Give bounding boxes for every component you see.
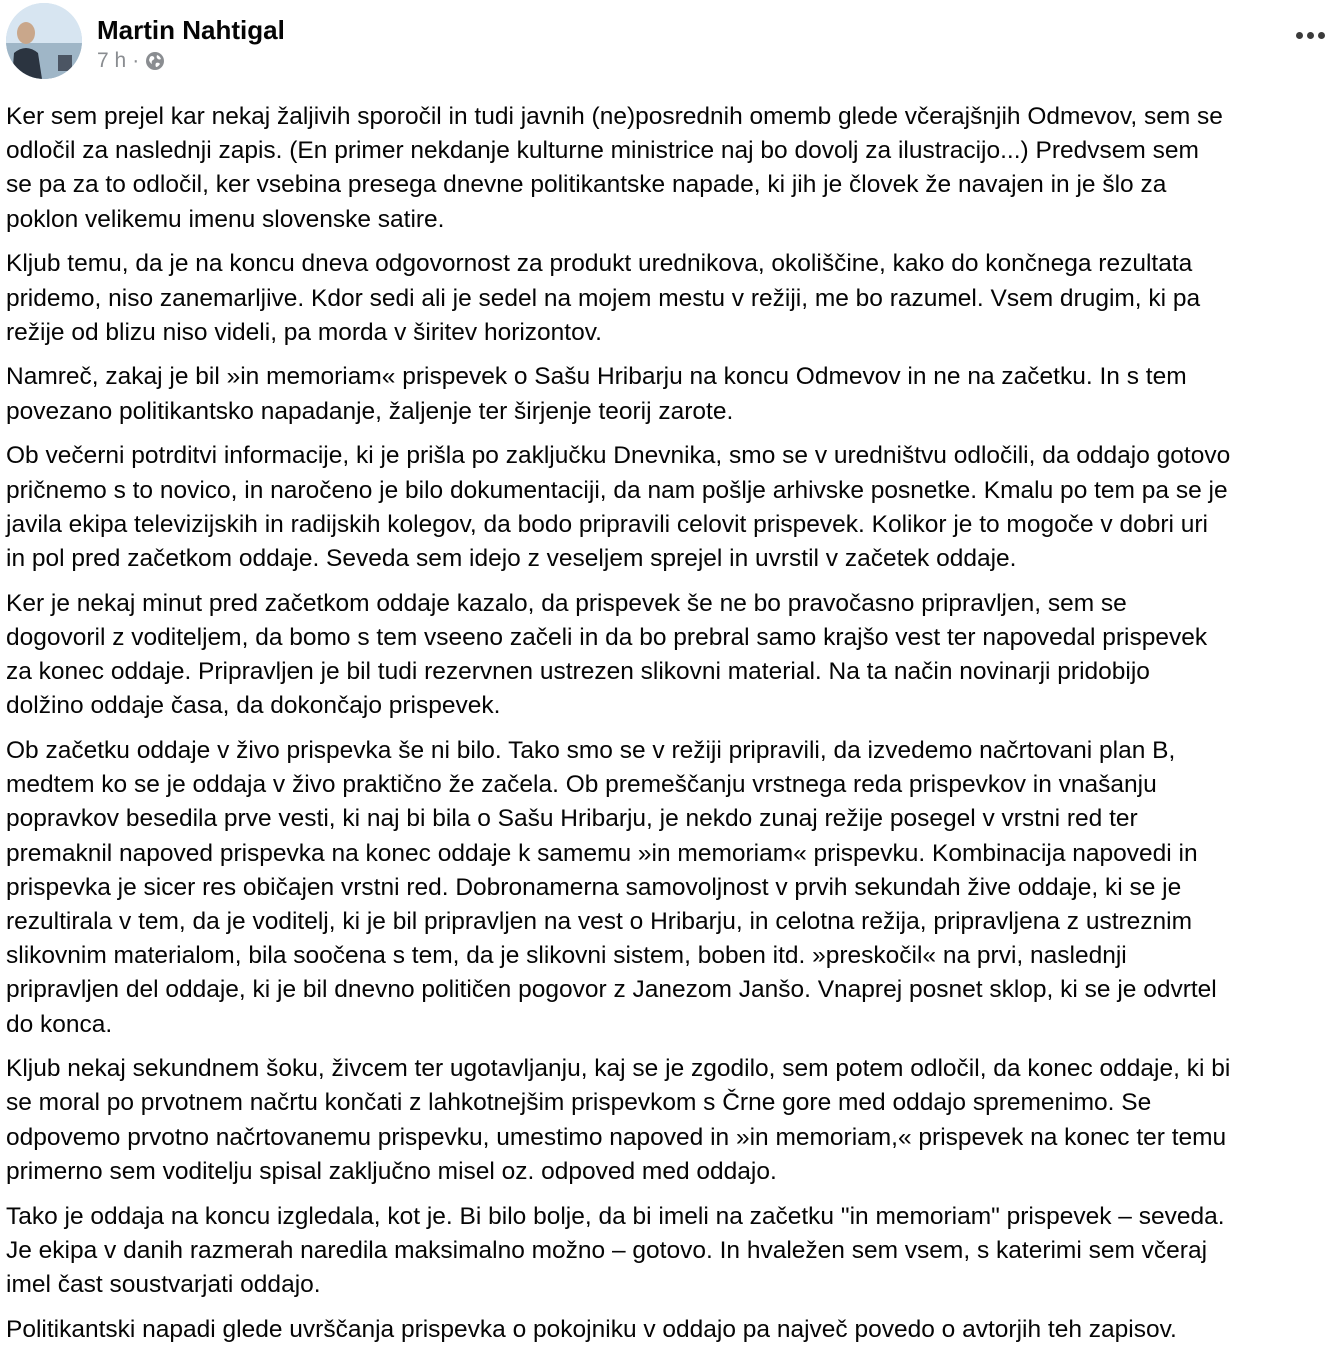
post-paragraph [6, 360, 1327, 428]
post-text-line: javila ekipa televizijskih in radijskih kolegov, da bodo pripravili celovit prispevek. Kolikor je to mogoče v dobri uri [6, 510, 1208, 538]
post-text-line: odločil za naslednji zapis. (En primer nekdanje kulturne ministrice naj bo dovolj za ilustracijo...) Predvsem sem [6, 137, 1199, 165]
post-text-line: se pa za to odločil, ker vsebina presega dnevne politikantske napade, ki jih je človek že navajen in je šlo za [6, 171, 1167, 199]
post-text-line: Kljub nekaj sekundnem šoku, živcem ter ugotavljanju, kaj se je zgodilo, sem potem odločil, da konec oddaje, ki bi [6, 1055, 1231, 1083]
post-time[interactable]: 7 h [97, 49, 127, 72]
post-text-line: slikovnim materialom, bila soočena s tem, da je slikovni sistem, boben itd. »preskočil« na prvi, naslednji [6, 942, 1127, 970]
post-text-line: prispevka je sicer res običajen vrstni red. Dobronamerna samovoljnost v prvih sekundah žive oddaje, ki se je [6, 873, 1182, 901]
post-text-line: Tako je oddaja na koncu izgledala, kot je. Bi bilo bolje, da bi imeli na začetku "in memoriam" prispevek – seveda. [6, 1202, 1225, 1230]
post-body [6, 100, 1327, 1357]
post-text-line: Ob začetku oddaje v živo prispevka še ni bilo. Tako smo se v režiji pripravili, da izvedemo načrtovani plan B, [6, 736, 1176, 764]
post-text-line: povezano politikantsko napadanje, žaljenje ter širjenje teorij zarote. [6, 397, 734, 425]
post-text-line: pridemo, niso zanemarljive. Kdor sedi ali je sedel na mojem mestu v režiji, me bo razumel. Vsem drugim, ki pa [6, 284, 1201, 312]
meta-separator: · [132, 49, 140, 72]
post-text-line: Politikantski napadi glede uvrščanja prispevka o pokojniku v oddajo pa največ povedo o avtorjih teh zapisov. [6, 1315, 1177, 1343]
post-paragraph [6, 100, 1327, 237]
post-text-line: premaknil napoved prispevka na konec oddaje k samemu »in memoriam« prispevku. Kombinacija napovedi in [6, 839, 1198, 867]
post-paragraph [6, 1313, 1327, 1347]
post-paragraph [6, 734, 1327, 1042]
post-paragraph [6, 1052, 1327, 1189]
post-meta [97, 48, 165, 74]
post-text-line: za konec oddaje. Pripravljen je bil tudi rezervnen ustrezen slikovni material. Na ta način novinarji pridobijo [6, 658, 1150, 686]
post-paragraph [6, 439, 1327, 576]
post-text-line: odpovemo prvotno načrtovanemu prispevku, umestimo napoved in »in memoriam,« prispevek na konec ter temu [6, 1123, 1227, 1151]
dot [1307, 32, 1314, 39]
dot [1318, 32, 1325, 39]
post-paragraph [6, 587, 1327, 724]
post-text-line: Ker je nekaj minut pred začetkom oddaje kazalo, da prispevek še ne bo pravočasno pripravljen, sem se [6, 589, 1127, 617]
post-text-line: popravkov besedila prve vesti, ki naj bi bila o Sašu Hribarju, je nekdo zunaj režije posegel v vrstni red ter [6, 805, 1138, 833]
avatar[interactable] [6, 3, 82, 79]
post-text-line: poklon velikemu imenu slovenske satire. [6, 205, 445, 233]
post-text-line: se moral po prvotnem načrtu končati z lahkotnejšim prispevkom s Črne gore med oddajo spremenimo. Se [6, 1089, 1152, 1117]
post-text-line: in pol pred začetkom oddaje. Seveda sem idejo z veseljem sprejel in uvrstil v začetek oddaje. [6, 544, 1017, 572]
post-text-line: medtem ko se je oddaja v živo praktično že začela. Ob premeščanju vrstnega reda prispevkov in vnašanju [6, 771, 1157, 799]
post-text-line: Namreč, zakaj je bil »in memoriam« prispevek o Sašu Hribarju na koncu Odmevov in ne na začetku. In s tem [6, 363, 1187, 391]
post-text-line: Kljub temu, da je na koncu dneva odgovornost za produkt urednikova, okoliščine, kako do končnega rezultata [6, 250, 1193, 278]
post-text-line: primerno sem voditelju spisal zaključno misel oz. odpoved med oddajo. [6, 1157, 777, 1185]
post-text-line: dogovoril z voditeljem, da bomo s tem vseeno začeli in da bo prebral samo krajšo vest ter napovedal prispevek [6, 623, 1208, 651]
more-horizontal-icon[interactable] [1293, 22, 1327, 48]
post-text-line: imel čast soustvarjati oddajo. [6, 1271, 321, 1298]
post-text-line: Ker sem prejel kar nekaj žaljivih sporočil in tudi javnih (ne)posrednih omemb glede včerajšnjih Odmevov, sem se [6, 103, 1223, 130]
post-paragraph [6, 1200, 1327, 1303]
post-text-line: dolžino oddaje časa, da dokončajo prispevek. [6, 692, 501, 720]
post-text-line: Je ekipa v danih razmerah naredila maksimalno možno – gotovo. In hvaležen sem vsem, s katerimi sem včeraj [6, 1236, 1208, 1264]
post-text-line: Ob večerni potrditvi informacije, ki je prišla po zaključku Dnevnika, smo se v uredništvu odločili, da oddajo gotovo [6, 442, 1231, 470]
post-text-line: rezultirala v tem, da je voditelj, ki je bil pripravljen na vest o Hribarju, in celotna režija, pripravljena z ustreznim [6, 907, 1193, 935]
post-text-line: do konca. [6, 1010, 113, 1038]
post-header [0, 0, 1327, 90]
post-text-line: režije od blizu niso videli, pa morda v širitev horizontov. [6, 318, 602, 346]
dot [1296, 32, 1303, 39]
author-name[interactable]: Martin Nahtigal [97, 15, 285, 45]
post-text-line: pričnemo s to novico, in naročeno je bilo dokumentaciji, da nam pošlje arhivske posnetke. Kmalu po tem pa se je [6, 476, 1228, 504]
post-paragraph [6, 247, 1327, 350]
globe-icon[interactable] [145, 51, 165, 71]
post-text-line: pripravljen del oddaje, ki je bil dnevno političen pogovor z Janezom Janšo. Vnaprej posnet sklop, ki se je odvrtel [6, 976, 1217, 1004]
